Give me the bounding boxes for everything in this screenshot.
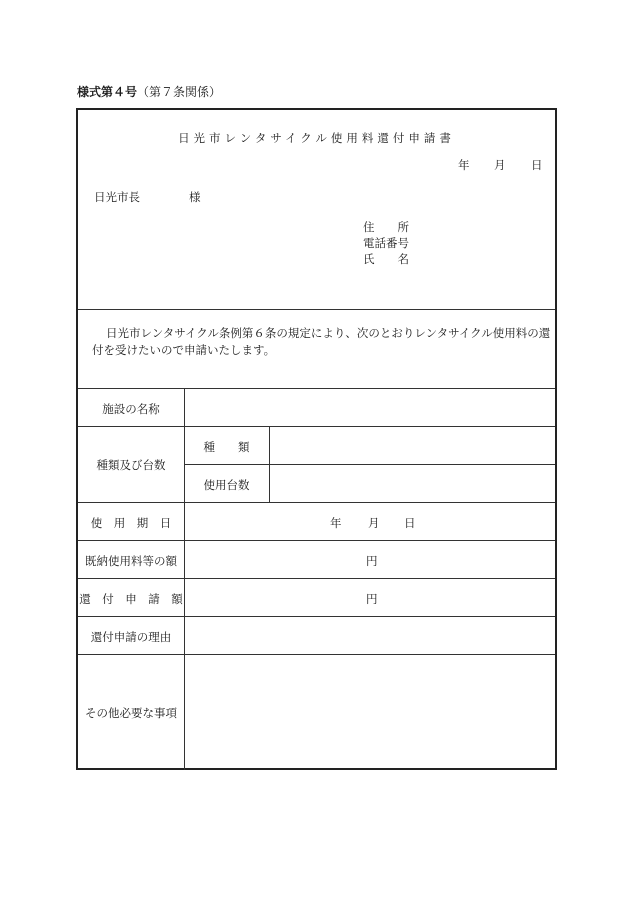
- facility-name-label: 施設の名称: [102, 402, 160, 416]
- addressee: 日光市長: [94, 190, 140, 204]
- date-month-label: 月: [494, 158, 506, 172]
- divider-header: [78, 309, 555, 310]
- date-year-label: 年: [458, 158, 470, 172]
- paid-unit: 円: [366, 554, 378, 568]
- form-title: 日光市レンタサイクル使用料還付申請書: [178, 131, 455, 145]
- divider-statement: [78, 388, 555, 389]
- statement-text: 日光市レンタサイクル条例第６条の規定により、次のとおりレンタサイクル使用料の還付を受けたいので申請いたします。: [92, 326, 551, 357]
- other-matters-label: その他必要な事項: [85, 706, 177, 720]
- form-number: [77, 83, 221, 100]
- form-number-note: （第７条関係）: [137, 85, 222, 99]
- row-line-1: [78, 426, 555, 427]
- period-day-label: 日: [404, 516, 416, 530]
- date-day-label: 日: [531, 158, 543, 172]
- applicant-name-label: 氏 名: [363, 252, 409, 266]
- sub-column-line: [269, 426, 270, 502]
- type-label: 種 類: [203, 440, 250, 454]
- row-line-5: [78, 616, 555, 617]
- row-line-2: [78, 502, 555, 503]
- applicant-phone-label: 電話番号: [363, 236, 409, 250]
- refund-unit: 円: [366, 592, 378, 606]
- honorific: 様: [189, 190, 201, 204]
- usage-period-label: 使 用 期 日: [90, 516, 172, 530]
- row-line-6: [78, 654, 555, 655]
- application-form: [76, 108, 557, 770]
- paid-amount-label: 既納使用料等の額: [85, 554, 177, 568]
- period-year-label: 年: [330, 516, 342, 530]
- count-label: 使用台数: [203, 478, 250, 492]
- applicant-address-label: 住 所: [363, 220, 409, 234]
- row-line-4: [78, 578, 555, 579]
- refund-reason-label: 還付申請の理由: [90, 630, 172, 644]
- row-line-sub: [184, 464, 555, 465]
- row-line-3: [78, 540, 555, 541]
- form-number-bold: 様式第４号: [77, 85, 138, 99]
- type-and-count-label: 種類及び台数: [96, 458, 166, 472]
- period-month-label: 月: [368, 516, 380, 530]
- refund-amount-label: 還 付 申 請 額: [79, 592, 183, 606]
